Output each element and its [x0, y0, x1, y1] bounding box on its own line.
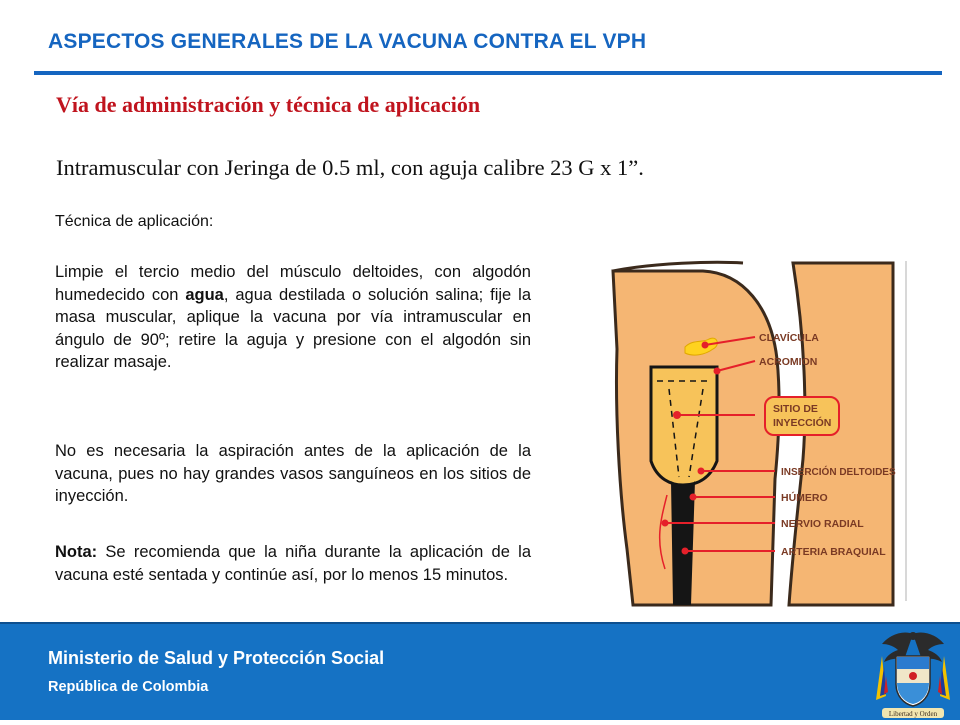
label-insercion: INSERCIÓN DELTOIDES — [781, 467, 896, 478]
technique-note — [55, 541, 531, 586]
technique-p1-end: , agua destilada o solución salina; fije la masa muscular, aplique la vacuna por vía intramuscular en ángulo de 90º; retire la aguja y presione con el algodón sin realizar masaje. — [55, 285, 531, 371]
label-nervio: NERVIO RADIAL — [781, 518, 864, 530]
footer-top-line — [0, 622, 960, 624]
technique-paragraph-2: No es necesaria la aspiración antes de la aplicación de la vacuna, pues no hay grandes vasos sanguíneos en los sitios de inyección. — [55, 442, 531, 505]
crest-motto: Libertad y Orden — [888, 710, 938, 718]
technique-paragraph-1 — [55, 261, 531, 374]
administration-route-text: Intramuscular con Jeringa de 0.5 ml, con aguja calibre 23 G x 1”. — [56, 155, 644, 180]
label-sitio-2: INYECCIÓN — [773, 417, 832, 429]
ministry-name: Ministerio de Salud y Protección Social — [48, 648, 385, 668]
label-sitio-1: SITIO DE — [773, 403, 818, 415]
label-clavicula: CLAVÍCULA — [759, 332, 819, 344]
crest-shield-top — [897, 657, 929, 669]
section-subtitle: Vía de administración y técnica de aplicación — [56, 92, 481, 117]
diagram-edge — [905, 261, 907, 601]
technique-label: Técnica de aplicación: — [55, 213, 214, 230]
deltoid-diagram-svg — [593, 249, 909, 607]
crest-shield-bottom — [897, 683, 929, 704]
note-text: Se recomienda que la niña durante la aplicación de la vacuna esté sentada y continúe así, por lo menos 15 minutos. — [55, 543, 531, 584]
republic-name: República de Colombia — [48, 679, 209, 695]
technique-p1-bold: agua — [185, 285, 224, 304]
crest-svg — [868, 626, 958, 720]
technique-p1-start: Limpie el tercio medio del músculo deltoides, con algodón humedecido con — [55, 263, 531, 304]
footer-bar — [0, 622, 960, 720]
crest-shield-cap — [909, 672, 917, 680]
label-acromion: ACROMION — [759, 356, 818, 368]
deltoid-muscle — [651, 367, 717, 485]
label-arteria: ARTERIA BRAQUIAL — [781, 546, 886, 558]
header-title: ASPECTOS GENERALES DE LA VACUNA CONTRA EL VPH — [48, 30, 647, 53]
label-humero: HÚMERO — [781, 492, 828, 504]
crest-condor-head — [909, 632, 917, 640]
note-label: Nota: — [55, 543, 98, 561]
deltoid-injection-diagram — [593, 249, 909, 607]
colombia-coat-of-arms-icon — [868, 626, 958, 720]
header-divider — [34, 71, 942, 75]
